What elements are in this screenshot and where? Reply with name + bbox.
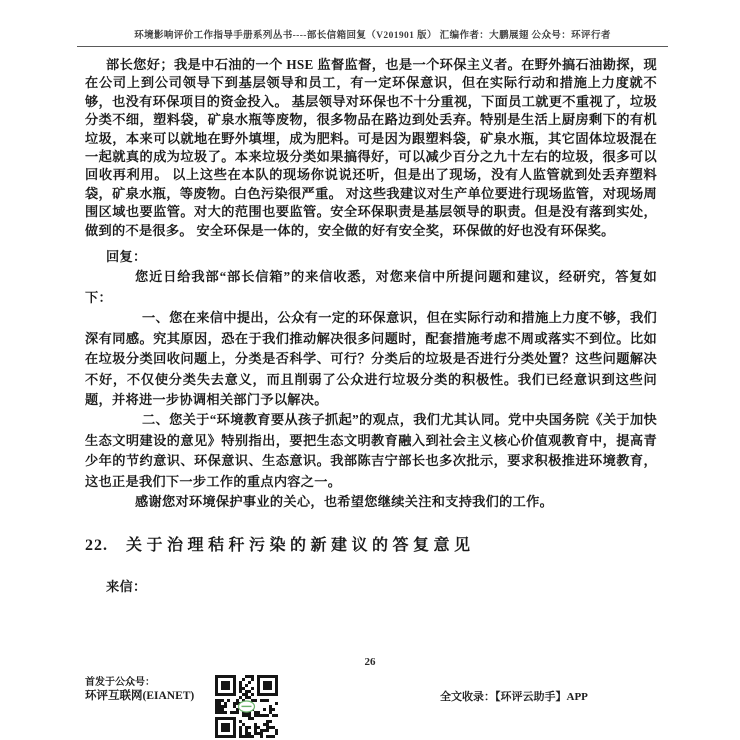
reply-point-2-paragraph: 二、您关于“环境教育要从孩子抓起”的观点，我们尤其认同。党中央国务院《关于加快生态文明建设的意见》特别指出，要把生态文明教育融入到社会主义核心价值观教育中，提高青少年的节约意识、环保意识、生态意识。我部陈吉宁部长也多次批示，要求积极推进环境教育，这也正是我们下一步工作的重点内容之一。 xyxy=(85,412,657,489)
reply-intro-paragraph: 您近日给我部“部长信箱”的来信收悉，对您来信中所提问题和建议，经研究，答复如下： xyxy=(85,269,657,305)
section-number: 22. xyxy=(85,537,108,555)
qr-code-icon xyxy=(215,675,278,738)
letter-label: 来信： xyxy=(106,579,147,595)
footer-left-line2: 环评互联网(EIANET) xyxy=(85,689,195,702)
page-number: 26 xyxy=(364,656,376,668)
document-body xyxy=(85,56,657,597)
reply-point-1-paragraph: 一、您在来信中提出，公众有一定的环保意识，但在实际行动和措施上力度不够，我们深有同感。究其原因，恐在于我们推动解决很多问题时，配套措施考虑不周或落实不到位。比如在垃圾分类回收问题上，分类是否科学、可行？分类后的垃圾是否进行分类处置？这些问题解决不好，不仅使分类失去意义，而且削弱了公众进行垃圾分类的积极性。我们已经意识到这些问题，并将进一步协调相关部门予以解决。 xyxy=(85,310,657,407)
reply-label: 回复： xyxy=(106,249,147,265)
page-header xyxy=(77,27,668,47)
footer-right-label: 全文收录： xyxy=(440,691,495,703)
reply-thanks-paragraph: 感谢您对环境保护事业的关心，也希望您继续关注和支持我们的工作。 xyxy=(135,493,554,509)
letter-body-paragraph: 部长您好；我是中石油的一个 HSE 监督监督，也是一个环保主义者。在野外搞石油勘探，现在公司上到公司领导下到基层领导和员工，有一定环保意识，但在实际行动和措施上力度就不够，也没有环保项目的资金投入。 基层领导对环保也不十分重视，下面员工就更不重视了，垃圾分类不细，塑料袋，矿泉水瓶等废物，很多物品在路边到处丢弃。特别是生活上厨房剩下的有机垃圾，本来可以就地在野外填埋，成为肥料。可是因为跟塑料袋，矿泉水瓶，其它固体垃圾混在一起就真的成为垃圾了。本来垃圾分类如果搞得好，可以减少百分之九十左右的垃圾，很多可以回收再利用。 以上这些在本队的现场你说说还听，但是出了现场，没有人监管就到处丢弃塑料袋，矿泉水瓶，等废物。白色污染很严重。 对这些我建议对生产单位要进行现场监管，对现场周围区域也要监管。对大的范围也要监管。安全环保职责是基层领导的职责。但是没有落到实处，做到的不是很多。 安全环保是一体的，安全做的好有安全奖，环保做的好也没有环保奖。 xyxy=(85,57,657,238)
section-title: 关于治理秸秆污染的新建议的答复意见 xyxy=(126,537,475,555)
reply-section xyxy=(85,247,657,512)
footer-left-line1: 首发于公众号： xyxy=(85,677,155,688)
header-text: 环境影响评价工作指导手册系列丛书----部长信箱回复（V201901 版） 汇编作者：大鹏展翅 公众号：环评行者 xyxy=(134,31,611,41)
footer-right-app: 【环评云助手】APP xyxy=(495,691,588,703)
next-section-heading xyxy=(85,536,657,556)
footer-right-block xyxy=(440,688,588,704)
footer-left-block xyxy=(85,676,194,703)
